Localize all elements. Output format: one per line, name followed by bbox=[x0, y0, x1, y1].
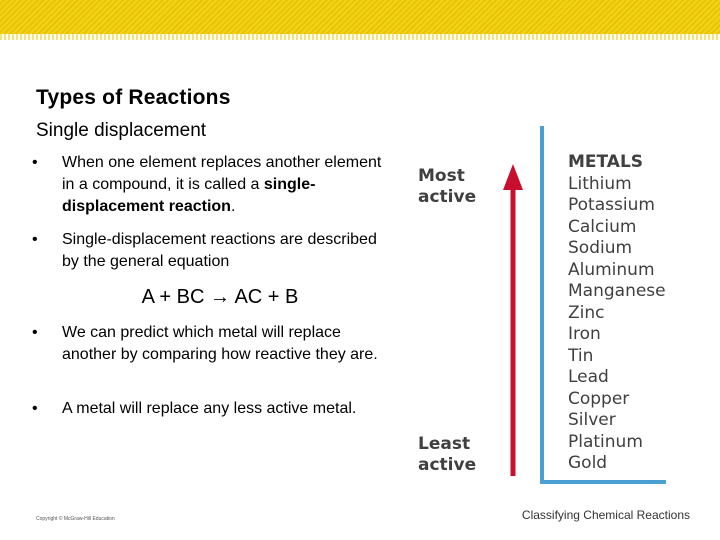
active-label-line: active bbox=[418, 187, 477, 207]
bullet-text: A metal will replace any less active metal. bbox=[62, 400, 357, 417]
metal-item: Iron bbox=[568, 324, 601, 344]
bullet-item bbox=[32, 229, 392, 273]
axis-horizontal bbox=[540, 480, 666, 484]
active-label-line: active bbox=[418, 455, 477, 475]
bullet-marker: • bbox=[32, 324, 38, 341]
metal-item: Lithium bbox=[568, 173, 632, 194]
bullet-item bbox=[32, 152, 392, 218]
metal-item: Copper bbox=[568, 388, 630, 409]
metal-item: Manganese bbox=[568, 281, 666, 301]
axis-vertical bbox=[540, 126, 544, 484]
metal-item: Platinum bbox=[568, 431, 643, 452]
reactivity-arrow-icon bbox=[500, 164, 526, 476]
metal-item: Silver bbox=[568, 410, 616, 430]
footer-section-title: Classifying Chemical Reactions bbox=[521, 508, 690, 522]
most-label-line: Most bbox=[418, 166, 465, 186]
metal-item: Zinc bbox=[568, 302, 605, 323]
least-label-line: Least bbox=[418, 434, 471, 454]
metal-item: Calcium bbox=[568, 216, 637, 237]
metal-item: Lead bbox=[568, 367, 609, 387]
bullet-marker: • bbox=[32, 400, 38, 417]
bullet-item bbox=[32, 322, 392, 366]
metals-list bbox=[568, 152, 666, 475]
metal-item: Aluminum bbox=[568, 259, 655, 280]
metal-item: Sodium bbox=[568, 238, 633, 258]
slide-subtitle: Single displacement bbox=[36, 120, 207, 141]
metals-heading: METALS bbox=[568, 152, 644, 172]
general-equation: A + BC → AC + B bbox=[141, 286, 299, 308]
bullet-item bbox=[32, 398, 392, 420]
copyright-notice: Copyright © McGraw-Hill Education bbox=[36, 516, 115, 522]
bullet-tail: . bbox=[230, 198, 236, 215]
least-active-label bbox=[418, 434, 476, 476]
metal-item: Gold bbox=[568, 453, 608, 473]
bullet-text: Single-displacement reactions are described by the general equation bbox=[62, 231, 377, 270]
bullet-emphasis: single-displacement reaction bbox=[62, 176, 316, 215]
bullet-text: We can predict which metal will replace another by comparing how reactive they are. bbox=[62, 324, 378, 363]
bullet-marker: • bbox=[32, 154, 38, 171]
metal-item: Tin bbox=[568, 345, 594, 366]
metal-item: Potassium bbox=[568, 195, 655, 215]
bullet-text: When one element replaces another element in a compound, it is called a bbox=[62, 154, 382, 193]
most-active-label bbox=[418, 166, 476, 208]
bullet-marker: • bbox=[32, 231, 38, 248]
slide-title: Types of Reactions bbox=[36, 86, 231, 109]
header-decoration bbox=[0, 0, 720, 40]
